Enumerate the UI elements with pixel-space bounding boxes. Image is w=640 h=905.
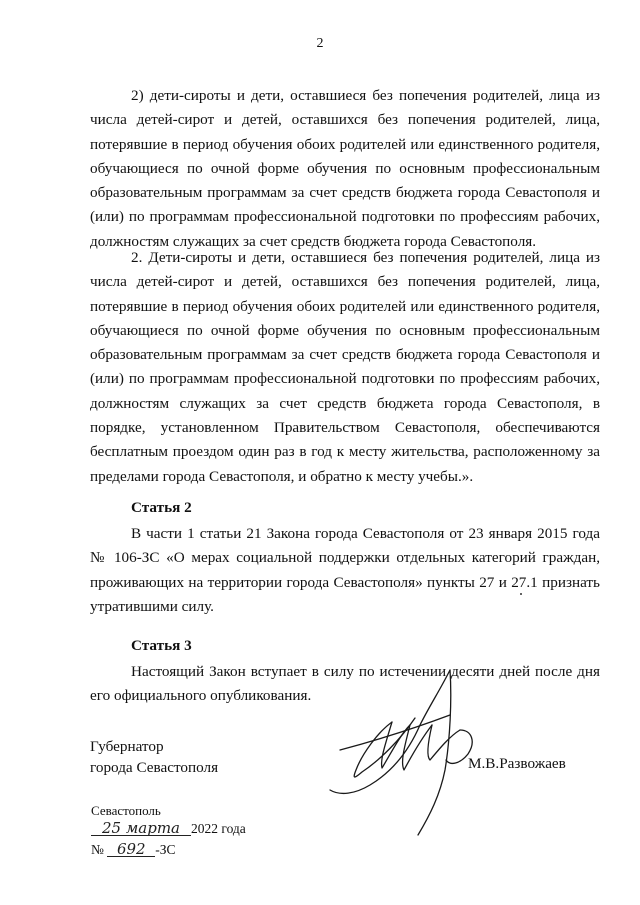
article-2-body xyxy=(90,522,600,619)
number-prefix: № xyxy=(91,842,104,857)
handwritten-number: 692 xyxy=(107,842,155,857)
handwritten-signature xyxy=(300,630,520,840)
number-suffix: -ЗС xyxy=(155,842,176,857)
page-number: 2 xyxy=(316,36,324,51)
signatory-name: М.В.Развожаев xyxy=(468,755,566,772)
handwritten-date: 25 марта xyxy=(91,821,191,836)
paragraph-1-text: 2) дети-сироты и дети, оставшиеся без попечения родителей, лица из числа детей-сирот и детей, оставшихся без попечения родителей, лица, потерявшие в период обучения обоих родителей или единственного родителя, обучающиеся по очной форме обучения по основным профессиональным образовательным программам за счет средств бюджета города Севастополя и (или) по программам профессиональной подготовки по профессиям рабочих, должностям служащих за счет средств бюджета города Севастополя. xyxy=(90,87,600,250)
paragraph-1 xyxy=(90,84,600,254)
signing-date xyxy=(91,821,246,837)
signatory-title-line1: Губернатор xyxy=(90,738,164,755)
article-3-text: Настоящий Закон вступает в силу по истечении десяти дней после дня его официального опубликования. xyxy=(90,663,600,705)
paragraph-2 xyxy=(90,246,600,489)
article-2-text: В части 1 статьи 21 Закона города Севастополя от 23 января 2015 года № 106-ЗС «О мерах социальной поддержки отдельных категорий граждан, проживающих на территории города Севастополя» пункты 27 и 27.1 признать утратившими силу. xyxy=(90,525,600,615)
paragraph-2-text: 2. Дети-сироты и дети, оставшиеся без попечения родителей, лица из числа детей-сирот и детей, оставшихся без попечения родителей, лица, потерявшие в период обучения обоих родителей или единственного родителя, обучающиеся по очной форме обучения по основным профессиональным образовательным программам за счет средств бюджета города Севастополя и (или) по программам профессиональной подготовки по профессиям рабочих, должностям служащих за счет средств бюджета города Севастополя, в порядке, установленном Правительством Севастополя, обеспечиваются бесплатным проездом один раз в год к месту жительства, расположенному за пределами города Севастополя, и обратно к месту учебы.». xyxy=(90,249,600,485)
article-2-heading: Статья 2 xyxy=(131,499,192,516)
signatory-title-line2: города Севастополя xyxy=(90,759,219,776)
ink-dot xyxy=(520,593,522,595)
place-of-signing: Севастополь xyxy=(91,803,161,818)
law-number xyxy=(91,842,176,858)
date-suffix: 2022 года xyxy=(191,821,246,836)
signatory-title xyxy=(90,736,218,778)
article-3-heading: Статья 3 xyxy=(131,637,192,654)
